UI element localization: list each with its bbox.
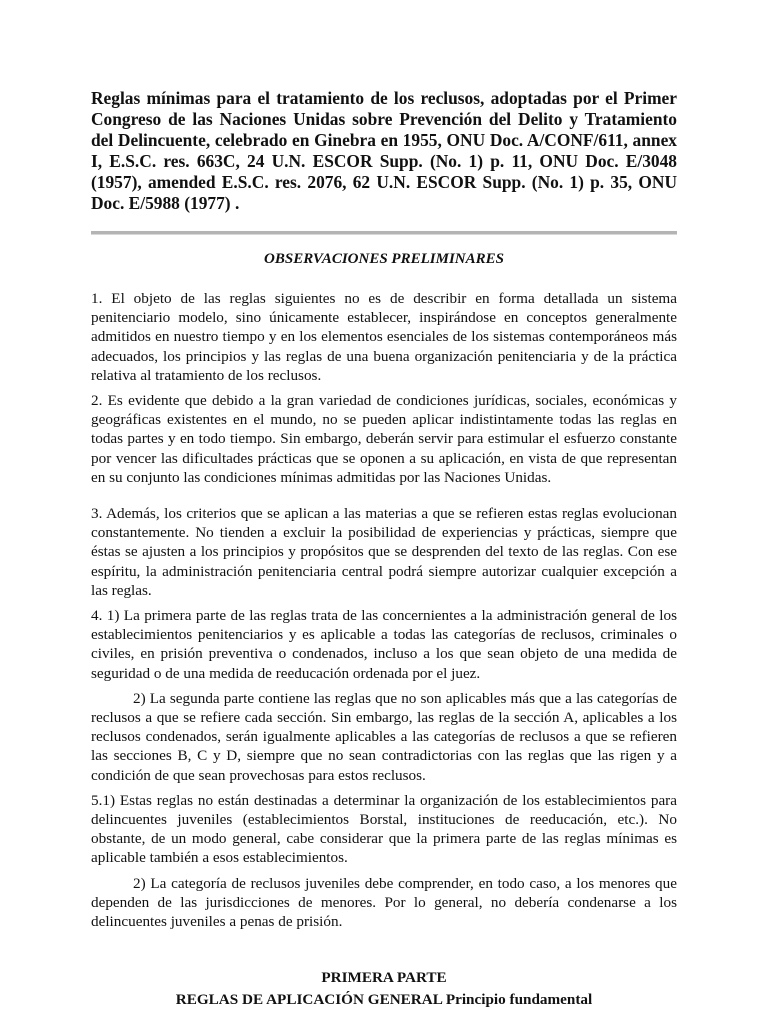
section-heading-observaciones: OBSERVACIONES PRELIMINARES	[264, 251, 504, 267]
paragraph-4-2: 2) La segunda parte contiene las reglas que no son aplicables más que a las categorías de reclusos a que se refiere cada sección. Sin embargo, las reglas de la sección A, aplicables a los reclusos condenados, serán igualmente aplicables a las categorías de reclusos a que se refieren las secciones B, C y D, siempre que no sean contradictorias con las reglas que las rigen y a condición de que sean provechosas para estos reclusos.	[91, 689, 677, 784]
part-title: PRIMERA PARTE	[321, 969, 447, 987]
paragraph-5-2: 2) La categoría de reclusos juveniles debe comprender, en todo caso, a los menores que dependen de las jurisdicciones de menores. Por lo general, no debería condenarse a los delincuentes juveniles a penas de prisión.	[91, 874, 677, 931]
paragraph-4-1: 4. 1) La primera parte de las reglas trata de las concernientes a la administración general de los establecimientos penitenciarios y es aplicable a todas las categorías de reclusos, criminales o civiles, en prisión preventiva o condenados, incluso a los que sean objeto de una medida de seguridad o de una medida de reeducación ordenada por el juez.	[91, 607, 677, 682]
horizontal-divider	[91, 231, 677, 234]
paragraph-5-1: 5.1) Estas reglas no están destinadas a determinar la organización de los establecimientos para delincuentes juveniles (establecimientos Borstal, instituciones de reeducación, etc.). No obstante, de un modo general, cabe considerar que la primera parte de las reglas mínimas es aplicable también a esos establecimientos.	[91, 791, 677, 867]
document-title: Reglas mínimas para el tratamiento de los reclusos, adoptadas por el Primer Congreso de las Naciones Unidas sobre Prevención del Delito y Tratamiento del Delincuente, celebrado en Ginebra en 1955, ONU Doc. A/CONF/611, annex I, E.S.C. res. 663C, 24 U.N. ESCOR Supp. (No. 1) p. 11, ONU Doc. E/3048 (1957), amended E.S.C. res. 2076, 62 U.N. ESCOR Supp. (No. 1) p. 35, ONU Doc. E/5988 (1977) .	[91, 88, 677, 213]
document-page	[91, 88, 677, 1009]
paragraph-3: 3. Además, los criterios que se aplican a las materias a que se refieren estas reglas evolucionan constantemente. No tienden a excluir la posibilidad de experiencias y prácticas, siempre que éstas se ajusten a los principios y propósitos que se desprenden del texto de las reglas. Con ese espíritu, la administración penitenciaria central podrá siempre autorizar cualquier excepción a las reglas.	[91, 505, 677, 599]
paragraph-1: 1. El objeto de las reglas siguientes no es de describir en forma detallada un sistema penitenciario modelo, sino únicamente establecer, inspirándose en conceptos generalmente admitidos en nuestro tiempo y en los elementos esenciales de los sistemas contemporáneos más adecuados, los principios y las reglas de una buena organización penitenciaria y de la práctica relativa al tratamiento de los reclusos.	[91, 290, 677, 384]
paragraph-2: 2. Es evidente que debido a la gran variedad de condiciones jurídicas, sociales, económicas y geográficas existentes en el mundo, no se pueden aplicar indistintamente todas las reglas en todas partes y en todo tiempo. Sin embargo, deberán servir para estimular el esfuerzo constante por vencer las dificultades prácticas que se oponen a su aplicación, en vista de que representan en su conjunto las condiciones mínimas admitidas por las Naciones Unidas.	[91, 392, 677, 486]
part-subtitle: REGLAS DE APLICACIÓN GENERAL Principio fundamental	[175, 991, 593, 1009]
